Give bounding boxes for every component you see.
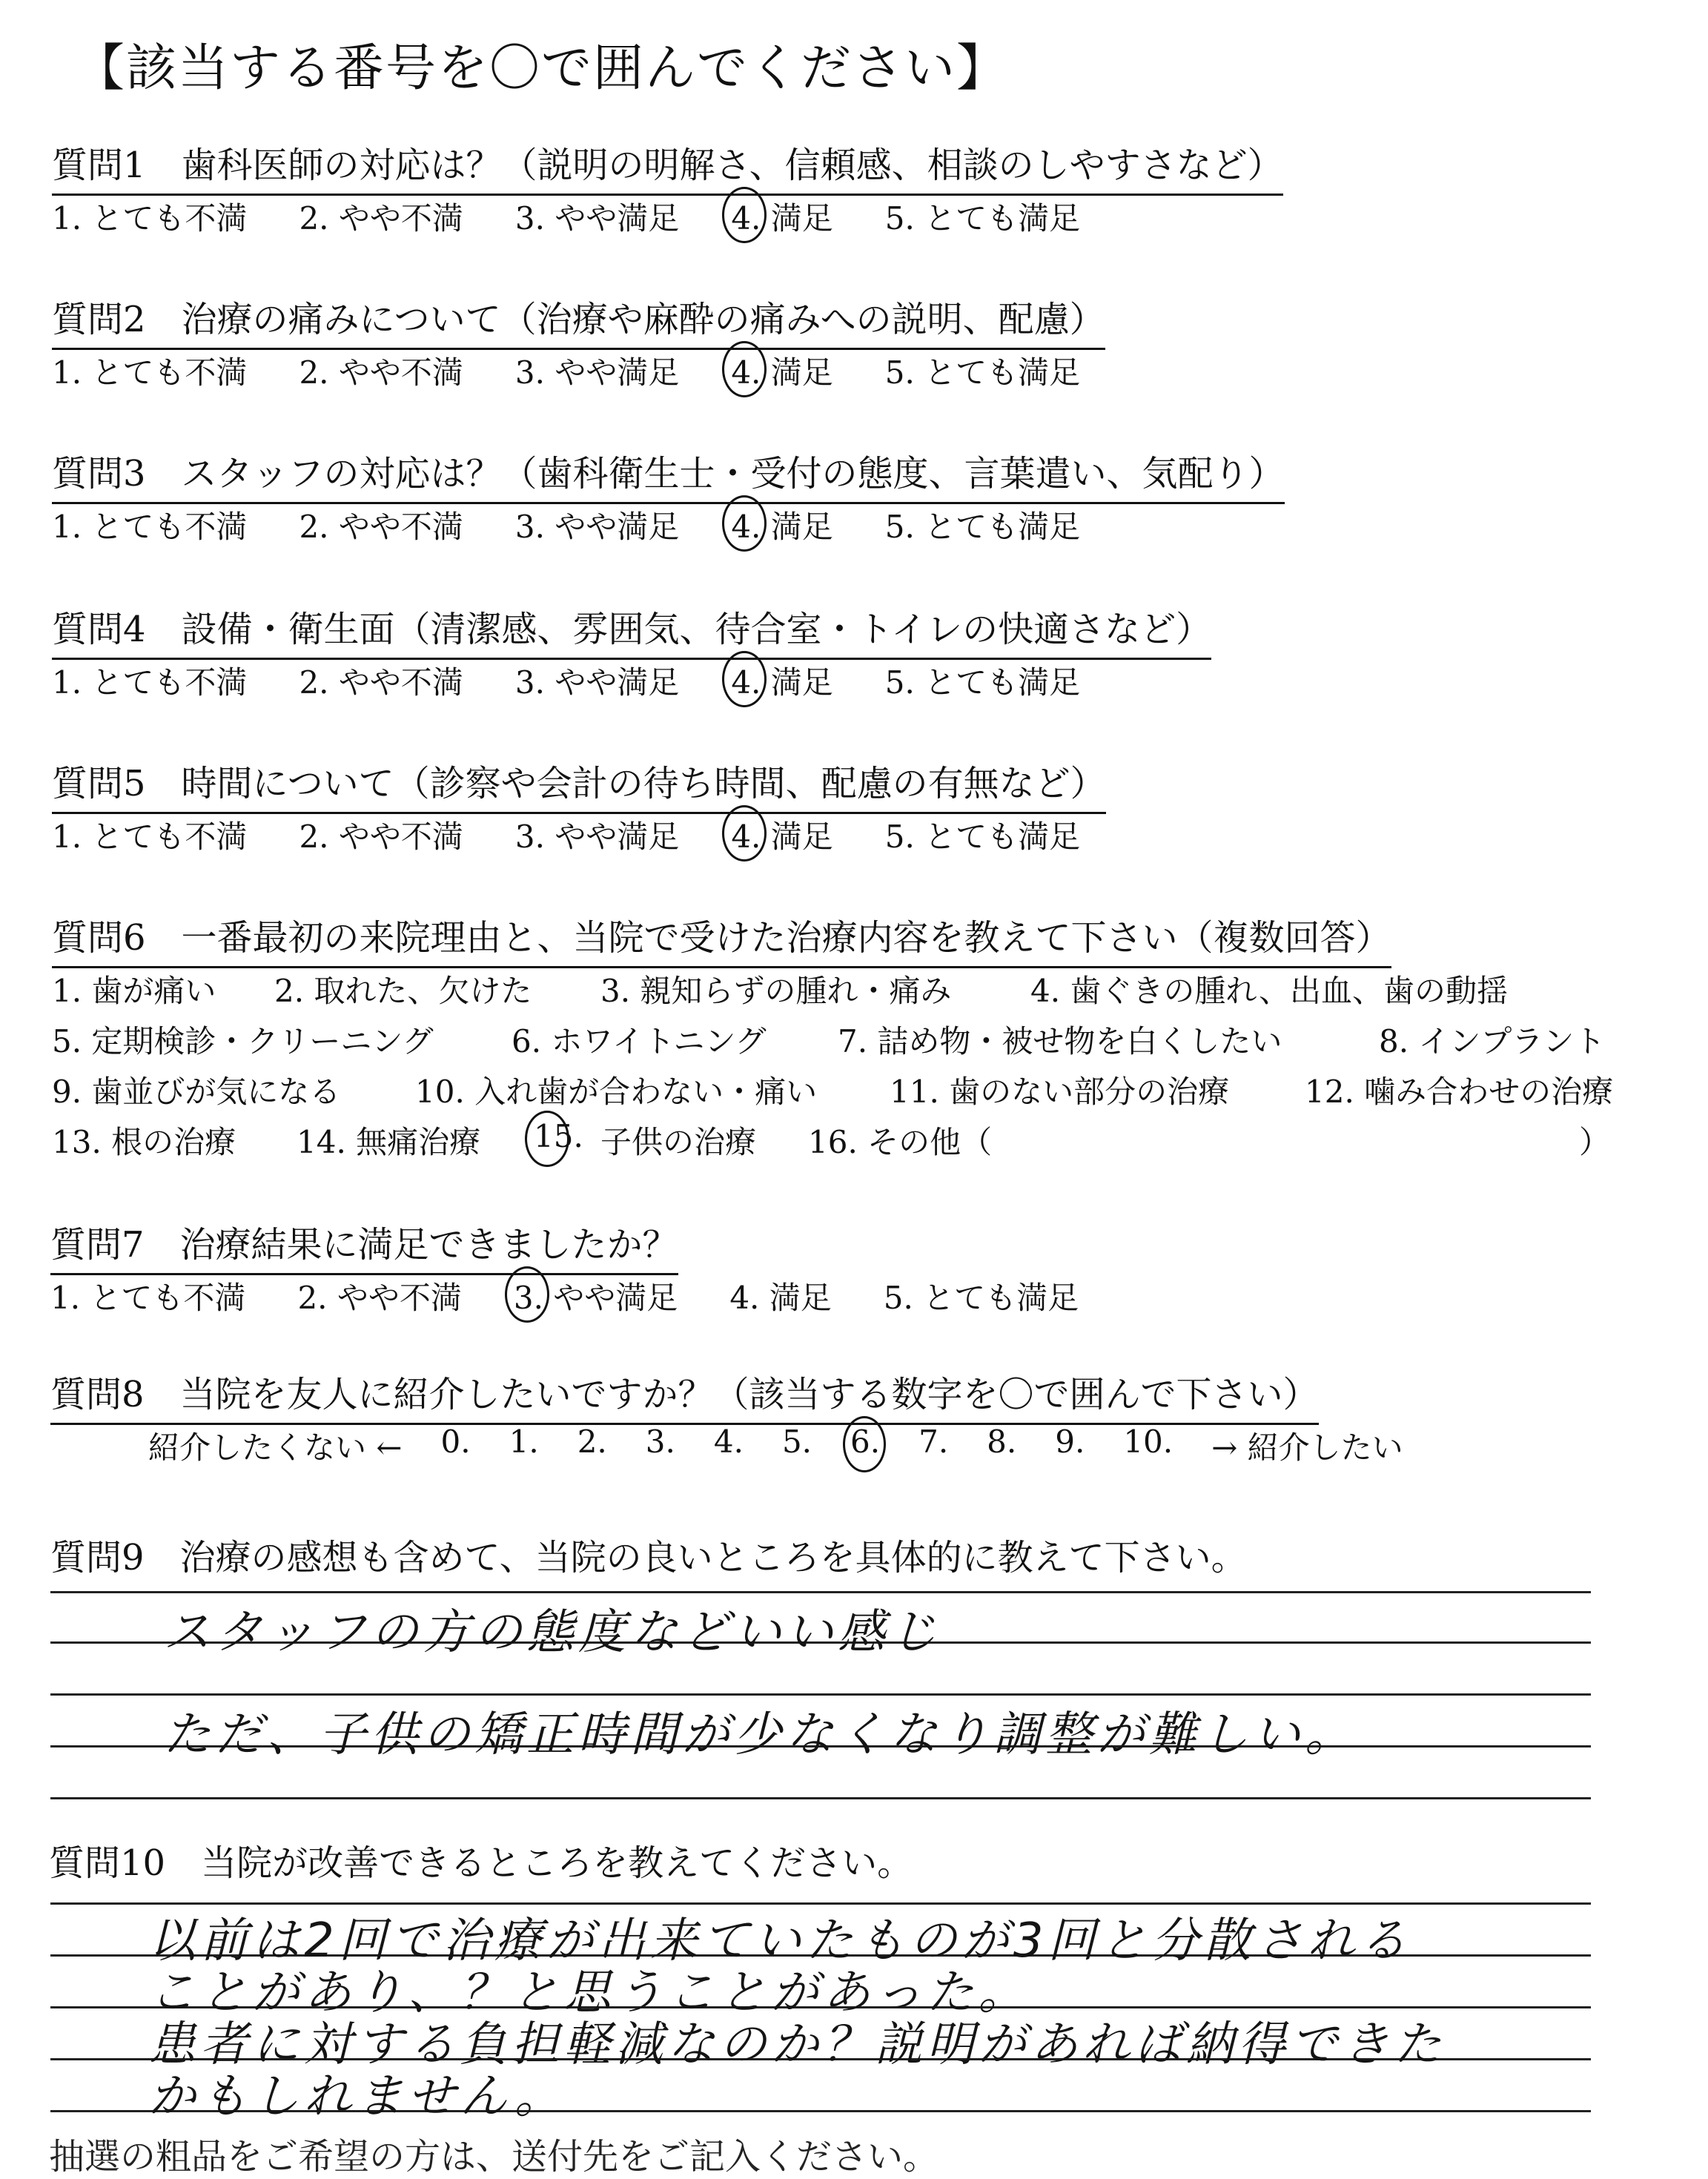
q8-score-4[interactable]: 4.: [713, 1424, 744, 1460]
q5-option-2[interactable]: 2. やや不満: [299, 819, 463, 855]
question-1-title: 質問1 歯科医師の対応は？（説明の明解さ、信頼感、相談のしやすさなど）: [52, 136, 1283, 196]
q4-option-2[interactable]: 2. やや不満: [299, 664, 463, 701]
question-6-title: 質問6 一番最初の来院理由と、当院で受けた治療内容を教えて下さい（複数回答）: [52, 909, 1391, 968]
q8-left-label: 紹介したくない ←: [148, 1429, 403, 1466]
q8-score-10[interactable]: 10.: [1123, 1424, 1174, 1460]
q10-answer-line-2: ことがあり、？と思うことがあった。: [148, 1965, 1030, 2020]
q2-option-1[interactable]: 1. とても不満: [52, 354, 248, 391]
q1-option-5[interactable]: 5. とても満足: [884, 200, 1081, 237]
q8-score-2[interactable]: 2.: [577, 1424, 607, 1460]
question-2-title: 質問2 治療の痛みについて（治療や麻酔の痛みへの説明、配慮）: [52, 291, 1105, 350]
question-9-title: 質問9 治療の感想も含めて、当院の良いところを具体的に教えて下さい。: [50, 1537, 1247, 1578]
q2-option-5[interactable]: 5. とても満足: [884, 354, 1081, 391]
q7-option-3-circled[interactable]: 3. やや満足: [514, 1274, 678, 1318]
q4-option-1[interactable]: 1. とても不満: [52, 664, 248, 701]
question-4-title: 質問4 設備・衛生面（清潔感、雰囲気、待合室・トイレの快適さなど）: [52, 601, 1211, 660]
question-5-options: [52, 813, 1132, 857]
answer-line: [50, 1693, 1591, 1696]
q3-option-2[interactable]: 2. やや不満: [299, 509, 463, 545]
q8-score-8[interactable]: 8.: [987, 1424, 1017, 1460]
q2-option-3[interactable]: 3. やや満足: [514, 354, 680, 391]
q10-answer-line-1: 以前は2回で治療が出来ていたものが3回と分散される: [148, 1914, 1411, 1968]
question-7-title: 質問7 治療結果に満足できましたか？: [50, 1216, 678, 1275]
q6-option-5[interactable]: 5. 定期検診・クリーニング: [52, 1023, 434, 1059]
q8-score-6-circled[interactable]: 6.: [850, 1424, 880, 1468]
question-1-options: [52, 194, 1132, 239]
question-8-title: 質問8 当院を友人に紹介したいですか？（該当する数字を〇で囲んで下さい）: [50, 1366, 1319, 1425]
q7-option-4[interactable]: 4. 満足: [729, 1280, 832, 1316]
q8-score-3[interactable]: 3.: [645, 1424, 675, 1460]
q3-option-1[interactable]: 1. とても不満: [52, 509, 248, 545]
q2-option-4-circled[interactable]: 4. 満足: [731, 348, 833, 393]
footer-note: 抽選の粗品をご希望の方は、送付先をご記入ください。: [49, 2136, 939, 2178]
q6-option-7[interactable]: 7. 詰め物・被せ物を白くしたい: [838, 1023, 1282, 1059]
q1-option-4-circled[interactable]: 4. 満足: [731, 194, 833, 239]
question-4-options: [52, 658, 1132, 703]
q8-score-0[interactable]: 0.: [440, 1424, 471, 1460]
q5-option-5[interactable]: 5. とても満足: [884, 819, 1081, 855]
answer-line: [50, 1797, 1591, 1799]
q9-answer-line-2: ただ、子供の矯正時間が少なくなり調整が難しい。: [163, 1707, 1357, 1762]
q6-option-11[interactable]: 11. 歯のない部分の治療: [890, 1074, 1230, 1110]
q4-option-3[interactable]: 3. やや満足: [514, 664, 680, 701]
q6-option-15-label[interactable]: 子供の治療: [600, 1124, 757, 1160]
q8-right-label: → 紹介したい: [1211, 1429, 1403, 1466]
q7-option-5[interactable]: 5. とても満足: [883, 1280, 1079, 1316]
question-7-options: [50, 1274, 1131, 1318]
q1-option-1[interactable]: 1. とても不満: [52, 200, 248, 237]
q8-score-5[interactable]: 5.: [781, 1424, 812, 1460]
q6-option-4[interactable]: 4. 歯ぐきの腫れ、出血、歯の動揺: [1030, 973, 1508, 1009]
form-header: 【該当する番号を〇で囲んでください】: [74, 39, 1009, 98]
q6-option-16[interactable]: 16. その他（: [808, 1124, 993, 1160]
q6-option-12[interactable]: 12. 噛み合わせの治療: [1305, 1074, 1614, 1110]
question-2-options: [52, 348, 1132, 393]
q6-option-1[interactable]: 1. 歯が痛い: [52, 973, 216, 1009]
q2-option-2[interactable]: 2. やや不満: [299, 354, 463, 391]
q6-option-8[interactable]: 8. インプラント: [1379, 1023, 1606, 1059]
q8-scale: [148, 1424, 1442, 1468]
question-5-title: 質問5 時間について（診察や会計の待ち時間、配慮の有無など）: [52, 755, 1106, 814]
q6-option-2[interactable]: 2. 取れた、欠けた: [274, 973, 532, 1009]
q10-answer-line-4: かもしれません。: [148, 2069, 566, 2124]
q10-answer-line-3: 患者に対する負担軽減なのか？説明があれば納得できた: [148, 2017, 1446, 2072]
q3-option-5[interactable]: 5. とても満足: [884, 509, 1081, 545]
q4-option-5[interactable]: 5. とても満足: [884, 664, 1081, 701]
q6-option-13[interactable]: 13. 根の治療: [52, 1124, 236, 1160]
q8-score-1[interactable]: 1.: [509, 1424, 539, 1460]
q8-score-7[interactable]: 7.: [918, 1424, 949, 1460]
q1-option-3[interactable]: 3. やや満足: [514, 200, 680, 237]
q5-option-4-circled[interactable]: 4. 満足: [731, 813, 833, 857]
q6-option-16-close: ）: [1579, 1124, 1611, 1160]
q1-option-2[interactable]: 2. やや不満: [299, 200, 463, 237]
q7-option-2[interactable]: 2. やや不満: [297, 1280, 462, 1316]
q6-option-6[interactable]: 6. ホワイトニング: [512, 1023, 767, 1059]
q5-option-3[interactable]: 3. やや満足: [514, 819, 680, 855]
q6-option-3[interactable]: 3. 親知らずの腫れ・痛み: [600, 973, 952, 1009]
q6-option-14[interactable]: 14. 無痛治療: [297, 1124, 481, 1160]
q6-option-9[interactable]: 9. 歯並びが気になる: [52, 1074, 341, 1110]
question-10-title: 質問10 当院が改善できるところを教えてください。: [49, 1842, 913, 1884]
question-3-title: 質問3 スタッフの対応は？（歯科衛生士・受付の態度、言葉遣い、気配り）: [52, 445, 1285, 504]
q8-score-9[interactable]: 9.: [1055, 1424, 1085, 1460]
question-3-options: [52, 503, 1132, 547]
q4-option-4-circled[interactable]: 4. 満足: [731, 658, 833, 703]
q7-option-1[interactable]: 1. とても不満: [50, 1280, 246, 1316]
q3-option-4-circled[interactable]: 4. 満足: [731, 503, 833, 547]
q3-option-3[interactable]: 3. やや満足: [514, 509, 680, 545]
q6-option-15-circled[interactable]: 15.: [534, 1118, 583, 1154]
answer-line: [50, 1591, 1591, 1593]
q6-option-10[interactable]: 10. 入れ歯が合わない・痛い: [415, 1074, 818, 1110]
q9-answer-line-1: スタッフの方の態度などいい感じ: [163, 1605, 941, 1660]
q5-option-1[interactable]: 1. とても不満: [52, 819, 248, 855]
